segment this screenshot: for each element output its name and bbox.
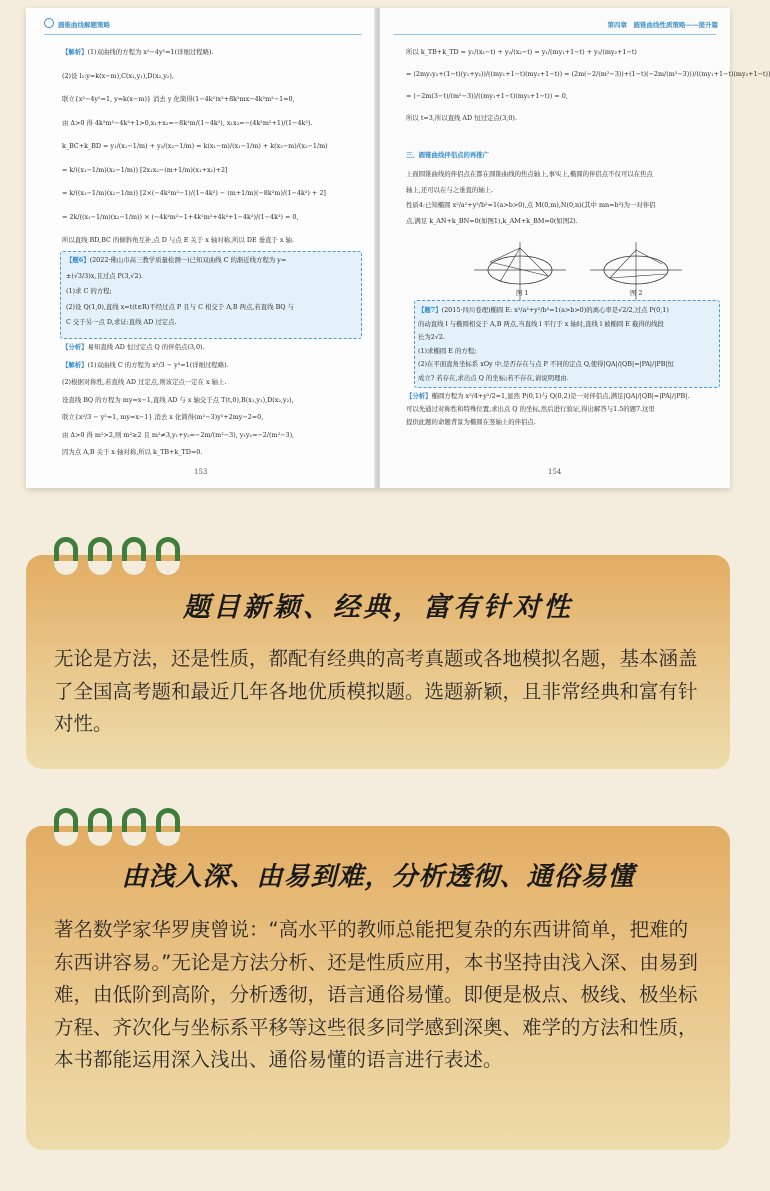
right-running-header: 第四章 圆锥曲线性质策略——提升篇 — [607, 21, 718, 29]
text-line: 【分析】易知直线 AD 恒过定点 Q 的伴侣点(3,0). — [62, 343, 205, 351]
text-line: 长为2√2. — [418, 333, 446, 341]
figure-2-caption: 图 2 — [630, 289, 643, 297]
ring-icon — [54, 808, 78, 846]
text-line: 所以直线 BD,BC 的倾斜角互补,点 D 与点 E 关于 x 轴对称,所以 DE 垂直于 x 轴. — [62, 236, 294, 244]
figure-1-caption: 图 1 — [516, 289, 529, 297]
right-page — [380, 8, 770, 488]
ring-icon — [122, 808, 146, 846]
left-page — [26, 8, 376, 488]
text-line: 提供此题的命题背景为椭圆在竖轴上的伴侣点. — [406, 418, 536, 426]
text-line: 设直线 BQ 的方程为 my=x−1,直线 AD 与 x 轴交于点 T(t,0),B(x₁,y₁),D(x₂,y₂), — [62, 395, 294, 404]
header-rule — [394, 34, 716, 35]
text-line: (2)根据对称性,若直线 AD 过定点,则该定点一定在 x 轴上. — [62, 378, 227, 386]
text-line: 【题7】(2015·四川卷理)椭圆 E: x²/a²+y²/b²=1(a>b>0)的离心率是√2/2,过点 P(0,1) — [418, 306, 669, 314]
left-running-header: 圆锥曲线解题策略 — [58, 21, 110, 29]
ring-icon — [88, 537, 112, 575]
ring-icon — [156, 808, 180, 846]
ring-icon — [122, 537, 146, 575]
text-line: = (2my₁y₂+(1−t)(y₁+y₂))/((my₁+1−t)(my₂+1−t)) = (2m(−2/(m²−3))+(1−t)(−2m/(m²−3)))/((my₁+1−t)(my₂+1−t)) — [406, 70, 770, 78]
text-line: (2)设 l₂:y=k(x−m),C(x₁,y₁),D(x₂,y₂), — [62, 71, 174, 80]
feature-card-novel-questions — [26, 555, 730, 769]
text-line: 【解析】(1)双曲线 C 的方程为 x²/3 − y²=1(详细过程略). — [62, 360, 229, 369]
text-line: (2)设 Q(1,0),直线 x=t(t∈R)不经过点 P 且与 C 相交于 A,B 两点,若直线 BQ 与 — [66, 302, 294, 311]
ring-icon — [88, 808, 112, 846]
card-title: 由浅入深、由易到难，分析透彻、通俗易懂 — [121, 862, 635, 892]
card-description: 无论是方法，还是性质，都配有经典的高考真题或各地模拟名题，基本涵盖了全国高考题和最近几年各地优质模拟题。选题新颖，且非常经典和富有针对性。 — [54, 647, 698, 735]
binder-rings — [54, 537, 184, 577]
text-line: = k/((x₁−1/m)(x₂−1/m)) [2x₁x₂−(m+1/m)(x₁+x₂)+2] — [62, 165, 228, 174]
text-line: 性质4:已知椭圆 x²/a²+y²/b²=1(a>b>0),点 M(0,m),N(0,n)(其中 mn=b²)为一对伴侣 — [406, 201, 656, 209]
text-line: = (−2m(3−t)/(m²−3))/((my₁+1−t)(my₂+1−t)) = 0, — [406, 92, 568, 100]
text-line: (1)求椭圆 E 的方程; — [418, 346, 477, 355]
text-line: 因为点 A,B 关于 x 轴对称,所以 k_TB+k_TD=0. — [62, 448, 203, 456]
text-line: 的动直线 l 与椭圆相交于 A,B 两点,当直线 l 平行于 x 轴时,直线 l 被椭圆 E 截得的线段 — [418, 319, 664, 328]
text-line: = k/((x₁−1/m)(x₂−1/m)) [2×(−4k²m²−1)/(1−4k²) − (m+1/m)(−8k²m)/(1−4k²) + 2] — [62, 189, 326, 197]
text-line: (2)在平面直角坐标系 xOy 中,是否存在与点 P 不同的定点 Q,使得|QA|/|QB|=|PA|/|PB|恒 — [418, 360, 674, 368]
text-line: 联立{x²−4y²=1, y=k(x−m)} 消去 y 化简得(1−4k²)x²+8k²mx−4k²m²−1=0, — [62, 95, 295, 103]
text-line: 点,满足 k_AN+k_BN=0(如图1),k_AM+k_BM=0(如图2). — [406, 216, 578, 225]
binder-rings — [54, 808, 184, 848]
text-line: 可以先通过对称性和特殊位置,求出点 Q 的坐标,然后进行验证,得出解答与1.5的题7.这里 — [406, 405, 655, 413]
text-line: 轴上,还可以在与之垂直的轴上. — [406, 185, 494, 194]
header-icon — [44, 18, 54, 28]
text-line: 所以 k_TB+k_TD = y₁/(x₁−t) + y₂/(x₂−t) = y₁/(my₁+1−t) + y₂/(my₂+1−t) — [406, 48, 637, 56]
text-line: 【解析】(1)双曲线的方程为 x²−4y²=1(详细过程略). — [62, 48, 214, 56]
text-line: 联立{x²/3 − y²=1, my=x−1} 消去 x 化简得(m²−3)y²+2my−2=0, — [62, 413, 264, 421]
text-line: k_BC+k_BD = y₁/(x₁−1/m) + y₂/(x₂−1/m) = k(x₁−m)/(x₁−1/m) + k(x₂−m)/(x₂−1/m) — [62, 142, 328, 150]
text-line: 成立? 若存在,求出点 Q 的坐标;若不存在,请说明理由. — [418, 373, 569, 382]
left-page-number: 153 — [194, 468, 208, 476]
header-rule — [44, 34, 362, 35]
card-description: 著名数学家华罗庚曾说：“高水平的教师总能把复杂的东西讲简单，把难的东西讲容易。”无论是方法分析、还是性质应用，本书坚持由浅入深、由易到难，由低阶到高阶，分析透彻，语言通俗易懂。即便是极点、极线、极坐标方程、齐次化与坐标系平移等这些很多同学感到深奥、难学的方法和性质，本书都能运用深入浅出、通俗易懂的语言进行表述。 — [54, 918, 698, 1071]
text-line: 【题6】(2022·佛山市高三教学质量检测一)已知双曲线 C 的渐近线方程为 y= — [66, 256, 287, 264]
text-line: 由 Δ>0 得 4k²m²−4k²+1>0,x₁+x₂=−8k²m/(1−4k²), x₁x₂=−(4k²m²+1)/(1−4k²). — [62, 118, 313, 127]
text-line: 【分析】椭圆方程为 x²/4+y²/2=1,显然 P(0,1)与 Q(0,2)是一对伴侣点,满足|QA|/|QB|=|PA|/|PB|. — [406, 392, 690, 400]
ring-icon — [54, 537, 78, 575]
text-line: 上面圆锥曲线的伴侣点在都在圆锥曲线的焦点轴上,事实上,椭圆的伴侣点不仅可以在焦点 — [406, 170, 653, 178]
card-title: 题目新颖、经典，富有针对性 — [183, 592, 573, 623]
text-line: = 2k/((x₁−1/m)(x₂−1/m)) × (−4k²m²−1+4k²m²+4k²+1−4k²)/(1−4k²) = 0, — [62, 212, 299, 221]
section-heading: 三、圆锥曲线伴侣点的再推广 — [406, 151, 490, 159]
text-line: ±(√3/3)x,且过点 P(3,√2). — [66, 271, 144, 280]
book-spread-photo — [26, 8, 770, 488]
ring-icon — [156, 537, 180, 575]
text-line: 所以 t=3,所以直线 AD 恒过定点(3,0). — [406, 114, 517, 122]
text-line: (1)求 C 的方程; — [66, 287, 112, 295]
feature-card-easy-to-understand — [26, 826, 730, 1150]
right-page-number: 154 — [548, 468, 562, 476]
ellipse-figures — [470, 240, 690, 306]
text-line: 由 Δ>0 得 m²>2,则 m²≥2 且 m²≠3,y₁+y₂=−2m/(m²−3), y₁y₂=−2/(m²−3), — [62, 430, 295, 439]
text-line: C 交于另一点 D,求证:直线 AD 过定点. — [66, 318, 177, 326]
